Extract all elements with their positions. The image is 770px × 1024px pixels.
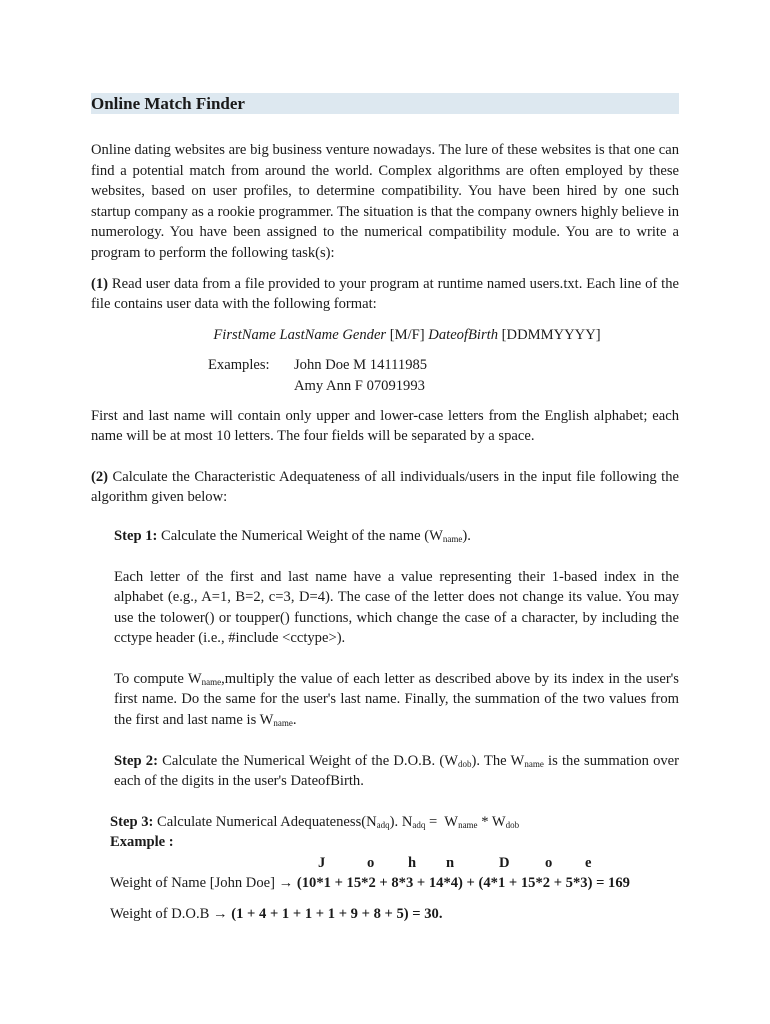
name-letter: o [367, 855, 375, 872]
name-letter: h [408, 855, 417, 872]
page-title: Online Match Finder [91, 93, 679, 114]
text-part: ). The W [471, 752, 525, 769]
step-3-label: Step 3: [110, 813, 154, 830]
subscript: name [201, 676, 222, 687]
example-label-text: Example : [110, 834, 174, 851]
text-part: is the summation over each of the digits in the user's DateofBirth. [114, 752, 680, 790]
examples-block [208, 355, 679, 396]
subscript: dob [457, 758, 472, 769]
format-line [135, 325, 679, 346]
name-letter: n [446, 855, 455, 872]
examples-list [294, 355, 427, 396]
letter-value-paragraph: Each letter of the first and last name have a value representing their 1-based index in the alphabet (e.g., A=1, B=2, c=3, D=4). The case of the letter does not change its value. You may use the tolower() or toupper() functions, which change the case of a character, by including the cctype header (i.e., #include <cctype>). [114, 568, 679, 647]
step-1-heading [114, 526, 679, 547]
name-letter: e [585, 855, 592, 872]
subscript: name [442, 533, 463, 544]
dob-weight-formula: (1 + 4 + 1 + 1 + 1 + 9 + 8 + 5) = 30. [231, 905, 443, 922]
task-2-text: Calculate the Characteristic Adequateness of all individuals/users in the input file following the algorithm given below: [91, 468, 679, 506]
example-line: John Doe M 14111985 [294, 357, 428, 374]
format-dob: DateofBirth [428, 326, 499, 343]
name-weight-line [110, 873, 679, 894]
task-1-text: Read user data from a file provided to your program at runtime named users.txt. Each line of the file contains user data with the following format: [91, 275, 679, 313]
name-weight-label: Weight of Name [John Doe] → [110, 875, 297, 892]
task-2-number: (2) [91, 468, 109, 485]
text-part: ). N [389, 813, 413, 830]
name-letter: o [545, 855, 553, 872]
step-1-label: Step 1: [114, 527, 158, 544]
subscript: name [458, 819, 478, 830]
format-last-name: LastName [279, 326, 339, 343]
name-letter: J [318, 855, 326, 872]
task-1-number: (1) [91, 275, 109, 292]
compute-wname-paragraph [114, 669, 679, 731]
task-2-paragraph [91, 467, 679, 508]
intro-paragraph: Online dating websites are big business venture nowadays. The lure of these websites is that one can find a potential match from around the world. Complex algorithms are often employed by these websites, based on user profiles, to determine compatibility. You have been hired by one such startup company as a rookie programmer. The situation is that the company owners highly believe in numerology. You have been assigned to the numerical compatibility module. You are to write a program to perform the following task(s): [91, 142, 679, 261]
subscript: adq [376, 819, 390, 830]
text-part: ,multiply the value of each letter as described above by its index in the user's first name. Do the same for the user's last name. Finally, the summation of the two values from the first and last name is W [114, 670, 679, 729]
text-part: To compute W [114, 670, 202, 687]
subscript: name [273, 718, 293, 729]
text-part: Calculate Numerical Adequateness(N [153, 813, 377, 830]
subscript: dob [505, 819, 520, 830]
name-weight-formula: (10*1 + 15*2 + 8*3 + 14*4) + (4*1 + 15*2 + 5*3) = 169 [296, 875, 630, 892]
format-first-name: FirstName [213, 326, 276, 343]
example-label [110, 832, 679, 853]
text-part: * W [477, 813, 506, 830]
format-dob-spec: [DDMMYYYY] [498, 326, 601, 343]
dob-weight-label: Weight of D.O.B → [110, 905, 232, 922]
format-gender-spec: [M/F] [386, 326, 429, 343]
step-2-paragraph [114, 751, 679, 792]
text-part: . [292, 712, 297, 729]
examples-label: Examples: [208, 357, 270, 374]
name-letters-row [110, 853, 679, 873]
task-1-paragraph [91, 274, 679, 315]
subscript: adq [412, 819, 426, 830]
step-1-text: Calculate the Numerical Weight of the name (W [157, 527, 443, 544]
step-1-end: ). [462, 527, 471, 544]
text-part: Calculate the Numerical Weight of the D.O.B. (W [157, 752, 458, 769]
step-2-label: Step 2: [114, 752, 158, 769]
subscript: name [524, 758, 544, 769]
document-page [91, 93, 679, 924]
name-constraints-paragraph: First and last name will contain only upper and lower-case letters from the English alphabet; each name will be at most 10 letters. The four fields will be separated by a space. [91, 407, 679, 445]
example-line: Amy Ann F 07091993 [294, 377, 425, 394]
text-part: = W [425, 813, 459, 830]
name-letter: D [499, 855, 510, 872]
dob-weight-line [110, 904, 679, 925]
step-3-line [110, 812, 679, 833]
format-gender: Gender [342, 326, 387, 343]
